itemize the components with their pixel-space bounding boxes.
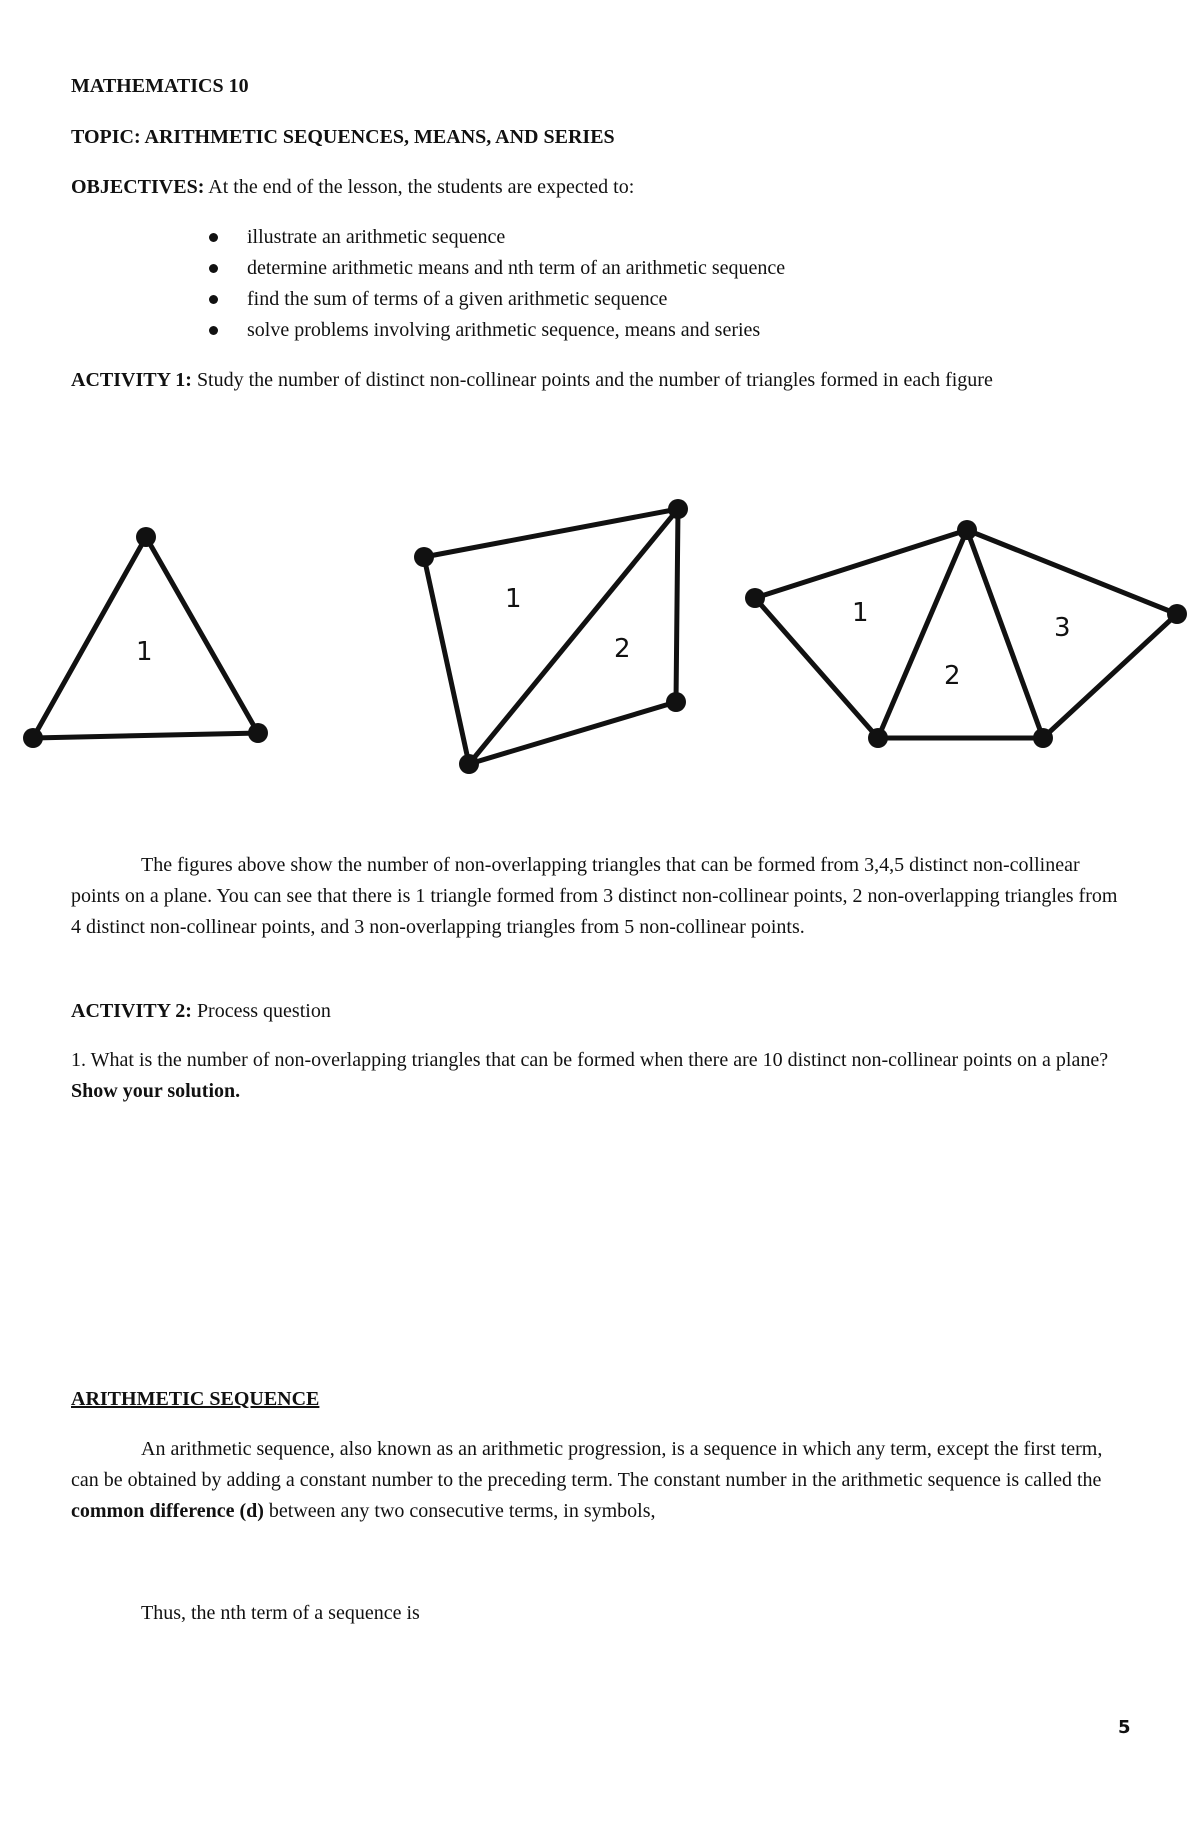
section-heading: [71, 1384, 1131, 1415]
point: [668, 499, 688, 519]
point: [1167, 604, 1187, 624]
objective-item: illustrate an arithmetic sequence: [71, 222, 1071, 253]
activity1: [71, 365, 1131, 396]
point: [745, 588, 765, 608]
arithmetic-sequence-paragraph: [71, 1434, 1131, 1527]
common-difference-term: common difference (d): [71, 1500, 264, 1522]
point: [23, 728, 43, 748]
point: [957, 520, 977, 540]
diagonal: [469, 509, 678, 764]
question-emphasis: Show your solution.: [71, 1080, 241, 1102]
figure2-label-2: 2: [614, 634, 631, 664]
question-text: 1. What is the number of non-overlapping triangles that can be formed when there are 10 distinct non-collinear points on a plane?: [71, 1049, 1109, 1071]
point: [666, 692, 686, 712]
point: [414, 547, 434, 567]
figure-four-points: [414, 499, 688, 774]
topic-line: [71, 122, 1131, 153]
activity2: [71, 996, 1131, 1027]
nth-term-line: Thus, the nth term of a sequence is: [141, 1602, 420, 1624]
activity2-question: [71, 1045, 1131, 1107]
quadrilateral-outline: [424, 509, 678, 764]
triangle-figures: [0, 490, 1200, 790]
page-number: 5: [1118, 1717, 1131, 1738]
diagonal: [967, 530, 1043, 738]
point: [868, 728, 888, 748]
figures-explanation: The figures above show the number of non-overlapping triangles that can be formed from 3,4,5 distinct non-collinear points on a plane. You can see that there is 1 triangle formed from 3 distinct non-collinear points, 2 non-overlapping triangles from 4 distinct non-collinear points, and 3 non-overlapping triangles from 5 non-collinear points.: [71, 854, 1118, 938]
objectives-intro: At the end of the lesson, the students are expected to:: [208, 176, 635, 198]
figure3-label-3: 3: [1054, 613, 1071, 643]
subject-title: MATHEMATICS 10: [71, 75, 249, 97]
point: [136, 527, 156, 547]
point: [248, 723, 268, 743]
pentagon-outline: [755, 530, 1177, 738]
figure3-label-2: 2: [944, 661, 961, 691]
objectives-list: [71, 222, 1071, 346]
definition-text-end: between any two consecutive terms, in symbols,: [268, 1500, 656, 1522]
figure-five-points: [745, 520, 1187, 748]
point: [459, 754, 479, 774]
objectives-label: OBJECTIVES:: [71, 176, 205, 198]
arithmetic-sequence-heading: ARITHMETIC SEQUENCE: [71, 1388, 320, 1410]
objective-item: determine arithmetic means and nth term of an arithmetic sequence: [71, 253, 1071, 284]
activity1-text: Study the number of distinct non-collinear points and the number of triangles formed in each figure: [196, 369, 993, 391]
activity2-label: ACTIVITY 2:: [71, 1000, 192, 1022]
figure3-label-1: 1: [852, 598, 869, 628]
activity2-text: Process question: [196, 1000, 331, 1022]
objectives-line: [71, 172, 1131, 203]
topic-title: ARITHMETIC SEQUENCES, MEANS, AND SERIES: [144, 126, 615, 148]
activity1-label: ACTIVITY 1:: [71, 369, 192, 391]
objective-item: solve problems involving arithmetic sequence, means and series: [71, 315, 1071, 346]
diagonal: [878, 530, 967, 738]
figure2-label-1: 1: [505, 584, 522, 614]
objective-item: find the sum of terms of a given arithmetic sequence: [71, 284, 1071, 315]
point: [1033, 728, 1053, 748]
definition-text: An arithmetic sequence, also known as an arithmetic progression, is a sequence in which any term, except the first term, can be obtained by adding a constant number to the preceding term. The constant number in the arithmetic sequence is called the: [71, 1438, 1103, 1491]
figure1-label-1: 1: [136, 637, 153, 667]
topic-label: TOPIC:: [71, 126, 141, 148]
